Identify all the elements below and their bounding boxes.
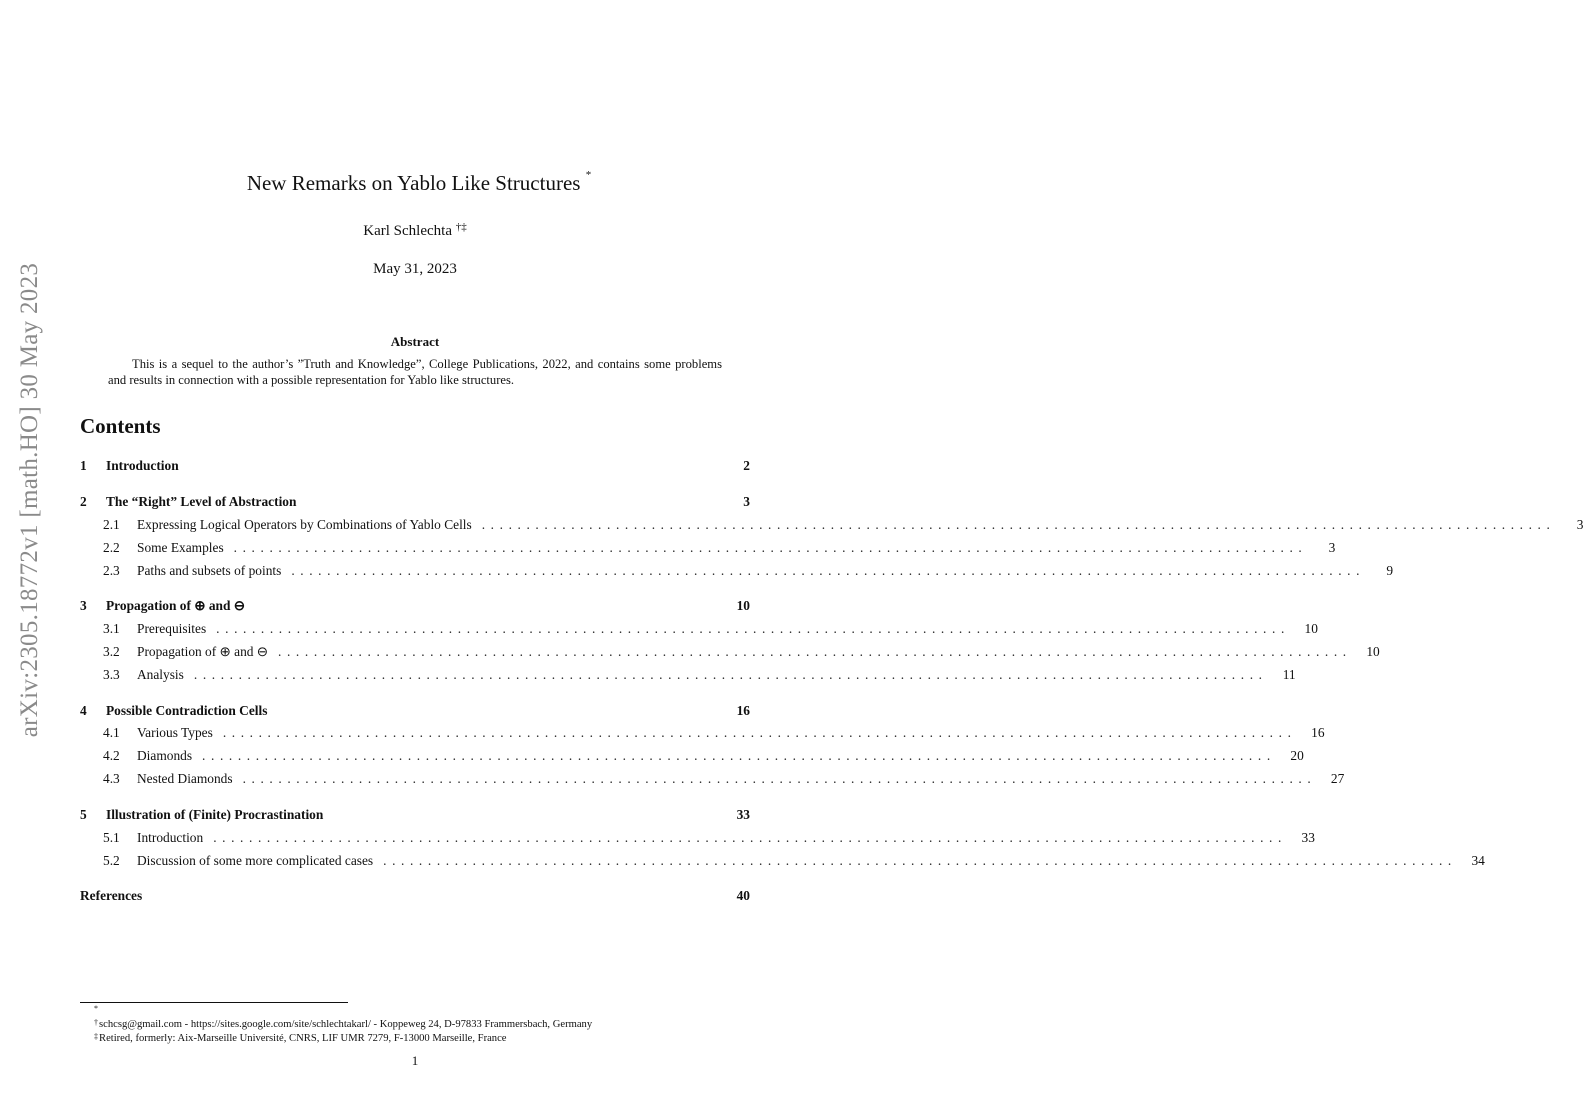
- footnote-double-dagger: [80, 1032, 780, 1046]
- toc-leader-dots: ........................................................................................................................: [213, 830, 1287, 845]
- toc-subsection-page: 10: [1304, 621, 1318, 636]
- toc-leader-dots: ........................................................................................................................: [242, 771, 1317, 786]
- toc-subsection-label: Prerequisites: [137, 621, 207, 636]
- arxiv-stamp-text: arXiv:2305.18772v1 [math.HO] 30 May 2023: [16, 262, 44, 738]
- toc-section-4[interactable]: [80, 703, 750, 721]
- toc-subsection-3-1[interactable]: [80, 621, 1318, 639]
- footnote-dagger: [80, 1018, 780, 1032]
- toc-subsection-number: 4.3: [103, 771, 120, 786]
- toc-leader-dots: ........................................................................................................................: [222, 725, 1297, 740]
- toc-subsection-4-3[interactable]: [80, 771, 1345, 789]
- toc-subsection-3-2[interactable]: [80, 644, 1380, 662]
- toc-section-number: 2: [80, 494, 87, 509]
- toc-subsection-page: 27: [1330, 771, 1345, 786]
- toc-section-page: 16: [736, 703, 750, 718]
- toc-references-label: References: [80, 888, 143, 903]
- toc-subsection-4-1[interactable]: [80, 725, 1325, 743]
- footnote-dagger-text: schcsg@gmail.com - https://sites.google.com/site/schlechtakarl/ - Koppeweg 24, D-97833 Frammersbach, Germany: [99, 1019, 593, 1030]
- toc-section-page: 10: [736, 598, 750, 613]
- toc-subsection-4-2[interactable]: [80, 748, 1304, 766]
- toc-subsection-number: 5.1: [103, 830, 120, 845]
- toc-section-page: 2: [743, 458, 750, 473]
- toc-leader-dots: ........................................................................................................................: [202, 748, 1276, 763]
- toc-subsection-2-2[interactable]: [80, 540, 1336, 558]
- toc-subsection-label: Some Examples: [137, 540, 224, 555]
- contents-heading: Contents: [80, 414, 161, 438]
- paper-title-text: New Remarks on Yablo Like Structures: [246, 171, 581, 195]
- toc-leader-dots: ........................................................................................................................: [291, 563, 1366, 578]
- toc-subsection-number: 3.3: [103, 667, 120, 682]
- abstract-body: [108, 356, 722, 388]
- toc-subsection-page: 3: [1576, 517, 1583, 532]
- toc-subsection-2-3[interactable]: [80, 563, 1394, 581]
- toc-section-label: The “Right” Level of Abstraction: [106, 494, 297, 509]
- toc-leader-dots: ........................................................................................................................: [278, 644, 1352, 659]
- toc-leader-dots: ........................................................................................................................: [233, 540, 1308, 555]
- toc-section-3[interactable]: [80, 598, 750, 616]
- toc-subsection-page: 11: [1282, 667, 1296, 682]
- toc-leader-dots: ........................................................................................................................: [193, 667, 1268, 682]
- arxiv-stamp: [10, 235, 50, 765]
- toc-section-page: 3: [743, 494, 750, 509]
- toc-section-label: Possible Contradiction Cells: [106, 703, 268, 718]
- toc-subsection-page: 16: [1311, 725, 1325, 740]
- toc-subsection-label: Diamonds: [137, 748, 193, 763]
- paper-title: [0, 171, 838, 196]
- toc-subsection-number: 3.2: [103, 644, 120, 659]
- toc-subsection-3-3[interactable]: [80, 667, 1296, 685]
- toc-subsection-number: 5.2: [103, 853, 120, 868]
- toc-section-label: Introduction: [106, 458, 179, 473]
- toc-leader-dots: ........................................................................................................................: [481, 517, 1556, 532]
- toc-subsection-label: Expressing Logical Operators by Combinations of Yablo Cells: [137, 517, 472, 532]
- footnotes: [80, 1006, 780, 1046]
- toc-section-page: 33: [736, 807, 750, 822]
- toc-subsection-label: Analysis: [137, 667, 184, 682]
- toc-subsection-number: 2.3: [103, 563, 120, 578]
- toc-subsection-label: Discussion of some more complicated cases: [137, 853, 374, 868]
- footnote-rule: [80, 1002, 348, 1003]
- toc-subsection-number: 4.2: [103, 748, 120, 763]
- page-number: 1: [411, 1053, 419, 1068]
- toc-references[interactable]: [80, 888, 750, 906]
- toc-section-5[interactable]: [80, 807, 750, 825]
- toc-section-number: 5: [80, 807, 87, 822]
- toc-subsection-number: 2.2: [103, 540, 120, 555]
- toc-subsection-label: Propagation of ⊕ and ⊖: [137, 644, 269, 659]
- toc-subsection-number: 3.1: [103, 621, 120, 636]
- footnote-double-dagger-mark: ‡: [94, 1032, 98, 1041]
- toc-subsection-page: 33: [1301, 830, 1315, 845]
- toc-section-2[interactable]: [80, 494, 750, 512]
- footnote-star-mark: *: [94, 1004, 98, 1013]
- author-line: [0, 223, 830, 240]
- toc-subsection-page: 10: [1366, 644, 1380, 659]
- toc-subsection-label: Paths and subsets of points: [137, 563, 282, 578]
- toc-leader-dots: ........................................................................................................................: [216, 621, 1290, 636]
- title-footnote-mark: *: [585, 169, 592, 181]
- toc-subsection-label: Various Types: [137, 725, 213, 740]
- paper-date: May 31, 2023: [373, 261, 457, 277]
- footnote-dagger-mark: †: [94, 1018, 98, 1027]
- toc-subsection-5-2[interactable]: [80, 853, 1485, 871]
- footnote-star: [80, 1006, 780, 1018]
- footnote-double-dagger-text: Retired, formerly: Aix-Marseille Université, CNRS, LIF UMR 7279, F-13000 Marseille, France: [99, 1033, 507, 1044]
- toc-references-page: 40: [736, 888, 750, 903]
- toc-subsection-page: 3: [1328, 540, 1336, 555]
- toc-subsection-number: 4.1: [103, 725, 120, 740]
- abstract-heading: Abstract: [390, 334, 440, 349]
- toc-subsection-page: 34: [1471, 853, 1485, 868]
- toc-section-label: Propagation of ⊕ and ⊖: [106, 598, 246, 613]
- toc-leader-dots: ........................................................................................................................: [383, 853, 1457, 868]
- toc-subsection-page: 9: [1386, 563, 1394, 578]
- toc-subsection-page: 20: [1290, 748, 1304, 763]
- toc-section-1[interactable]: [80, 458, 750, 476]
- toc-subsection-number: 2.1: [103, 517, 120, 532]
- toc-subsection-label: Introduction: [137, 830, 204, 845]
- toc-subsection-label: Nested Diamonds: [137, 771, 233, 786]
- toc-section-number: 4: [80, 703, 87, 718]
- toc-subsection-2-1[interactable]: [80, 517, 1583, 535]
- toc-section-number: 1: [80, 458, 87, 473]
- toc-section-label: Illustration of (Finite) Procrastination: [106, 807, 324, 822]
- toc-section-number: 3: [80, 598, 87, 613]
- toc-subsection-5-1[interactable]: [80, 830, 1315, 848]
- abstract-text: This is a sequel to the author’s ”Truth and Knowledge”, College Publications, 2022, and contains some problems and results in connection with a possible representation for Yablo like structures.: [108, 357, 722, 387]
- author-name: Karl Schlechta: [363, 223, 452, 239]
- author-footnote-marks: †‡: [455, 221, 467, 233]
